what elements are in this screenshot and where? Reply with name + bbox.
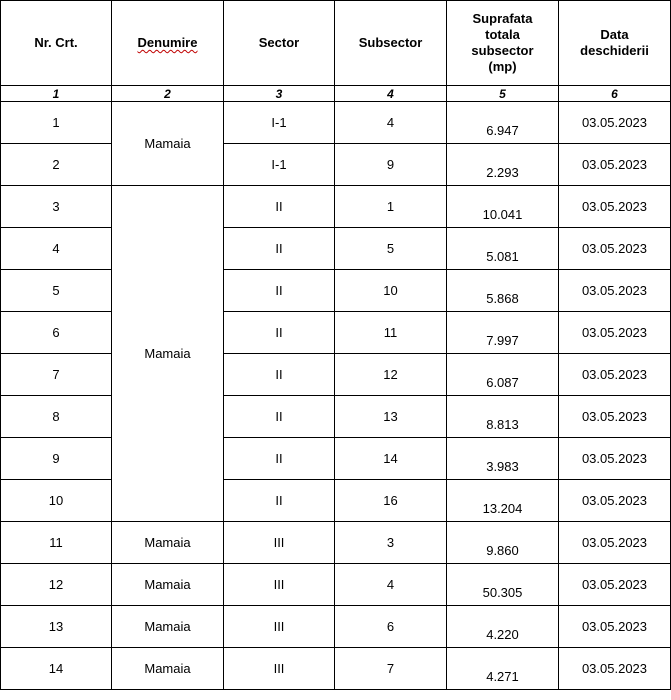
sector-cell: III [224,564,335,606]
nr-crt-cell: 4 [1,228,112,270]
table-row [1,186,671,228]
subsector-cell: 4 [335,564,447,606]
data-deschiderii-cell: 03.05.2023 [559,648,671,690]
data-deschiderii-cell: 03.05.2023 [559,438,671,480]
suprafata-cell: 7.997 [447,312,559,354]
suprafata-cell: 13.204 [447,480,559,522]
column-number: 6 [559,86,671,102]
subsector-cell: 11 [335,312,447,354]
table-row [1,438,671,480]
data-deschiderii-cell: 03.05.2023 [559,396,671,438]
denumire-merged-cell: Mamaia [112,186,224,522]
header-sector [224,1,335,86]
nr-crt-cell: 6 [1,312,112,354]
subsector-cell: 4 [335,102,447,144]
header-data-deschiderii [559,1,671,86]
nr-crt-cell: 3 [1,186,112,228]
suprafata-cell: 6.947 [447,102,559,144]
suprafata-cell: 3.983 [447,438,559,480]
data-deschiderii-cell: 03.05.2023 [559,186,671,228]
sector-cell: II [224,270,335,312]
subsector-cell: 16 [335,480,447,522]
suprafata-cell: 5.868 [447,270,559,312]
denumire-merged-cell: Mamaia [112,102,224,186]
data-deschiderii-cell: 03.05.2023 [559,522,671,564]
table-row [1,354,671,396]
data-deschiderii-cell: 03.05.2023 [559,606,671,648]
data-deschiderii-cell: 03.05.2023 [559,480,671,522]
nr-crt-cell: 9 [1,438,112,480]
header-nr-crt-label: Nr. Crt. [34,35,78,50]
header-suprafata-label: Suprafata totala subsector (mp) [471,11,534,74]
sector-cell: II [224,354,335,396]
suprafata-cell: 6.087 [447,354,559,396]
table-row [1,480,671,522]
nr-crt-cell: 14 [1,648,112,690]
data-deschiderii-cell: 03.05.2023 [559,312,671,354]
suprafata-cell: 4.271 [447,648,559,690]
subsector-cell: 12 [335,354,447,396]
sector-cell: II [224,312,335,354]
table-row [1,564,671,606]
table-row [1,312,671,354]
header-subsector [335,1,447,86]
data-deschiderii-cell: 03.05.2023 [559,228,671,270]
nr-crt-cell: 7 [1,354,112,396]
subsector-cell: 9 [335,144,447,186]
subsector-cell: 1 [335,186,447,228]
column-number: 1 [1,86,112,102]
header-sector-label: Sector [258,35,300,50]
table-row [1,648,671,690]
table-row [1,606,671,648]
subsector-cell: 13 [335,396,447,438]
data-deschiderii-cell: 03.05.2023 [559,270,671,312]
header-suprafata [447,1,559,86]
suprafata-cell: 10.041 [447,186,559,228]
nr-crt-cell: 13 [1,606,112,648]
sector-cell: I-1 [224,102,335,144]
subsector-cell: 10 [335,270,447,312]
suprafata-cell: 4.220 [447,606,559,648]
subsector-cell: 14 [335,438,447,480]
table-row [1,102,671,144]
suprafata-cell: 2.293 [447,144,559,186]
header-denumire-label: Denumire [137,35,198,50]
column-number: 2 [112,86,224,102]
sector-cell: II [224,480,335,522]
header-data-deschiderii-label: Data deschiderii [580,27,649,58]
sector-cell: II [224,228,335,270]
sector-cell: III [224,606,335,648]
nr-crt-cell: 5 [1,270,112,312]
suprafata-cell: 9.860 [447,522,559,564]
header-subsector-label: Subsector [358,35,423,50]
nr-crt-cell: 1 [1,102,112,144]
suprafata-cell: 5.081 [447,228,559,270]
sector-cell: II [224,438,335,480]
table-body [1,86,671,690]
subsector-cell: 5 [335,228,447,270]
data-deschiderii-cell: 03.05.2023 [559,102,671,144]
subsector-cell: 6 [335,606,447,648]
table-row [1,522,671,564]
subsector-cell: 7 [335,648,447,690]
subsector-cell: 3 [335,522,447,564]
table-row [1,144,671,186]
sector-cell: II [224,186,335,228]
nr-crt-cell: 10 [1,480,112,522]
data-deschiderii-cell: 03.05.2023 [559,564,671,606]
column-number: 3 [224,86,335,102]
column-number-row [1,86,671,102]
denumire-cell: Mamaia [112,564,224,606]
suprafata-cell: 50.305 [447,564,559,606]
column-number: 4 [335,86,447,102]
header-row [1,1,671,86]
denumire-cell: Mamaia [112,606,224,648]
nr-crt-cell: 11 [1,522,112,564]
sector-cell: I-1 [224,144,335,186]
table-row [1,228,671,270]
denumire-cell: Mamaia [112,522,224,564]
data-deschiderii-cell: 03.05.2023 [559,144,671,186]
nr-crt-cell: 2 [1,144,112,186]
table-row [1,270,671,312]
data-deschiderii-cell: 03.05.2023 [559,354,671,396]
header-nr-crt [1,1,112,86]
nr-crt-cell: 12 [1,564,112,606]
suprafata-cell: 8.813 [447,396,559,438]
denumire-cell: Mamaia [112,648,224,690]
column-number: 5 [447,86,559,102]
table-row [1,396,671,438]
header-denumire [112,1,224,86]
sector-cell: II [224,396,335,438]
sector-cell: III [224,648,335,690]
sector-cell: III [224,522,335,564]
nr-crt-cell: 8 [1,396,112,438]
